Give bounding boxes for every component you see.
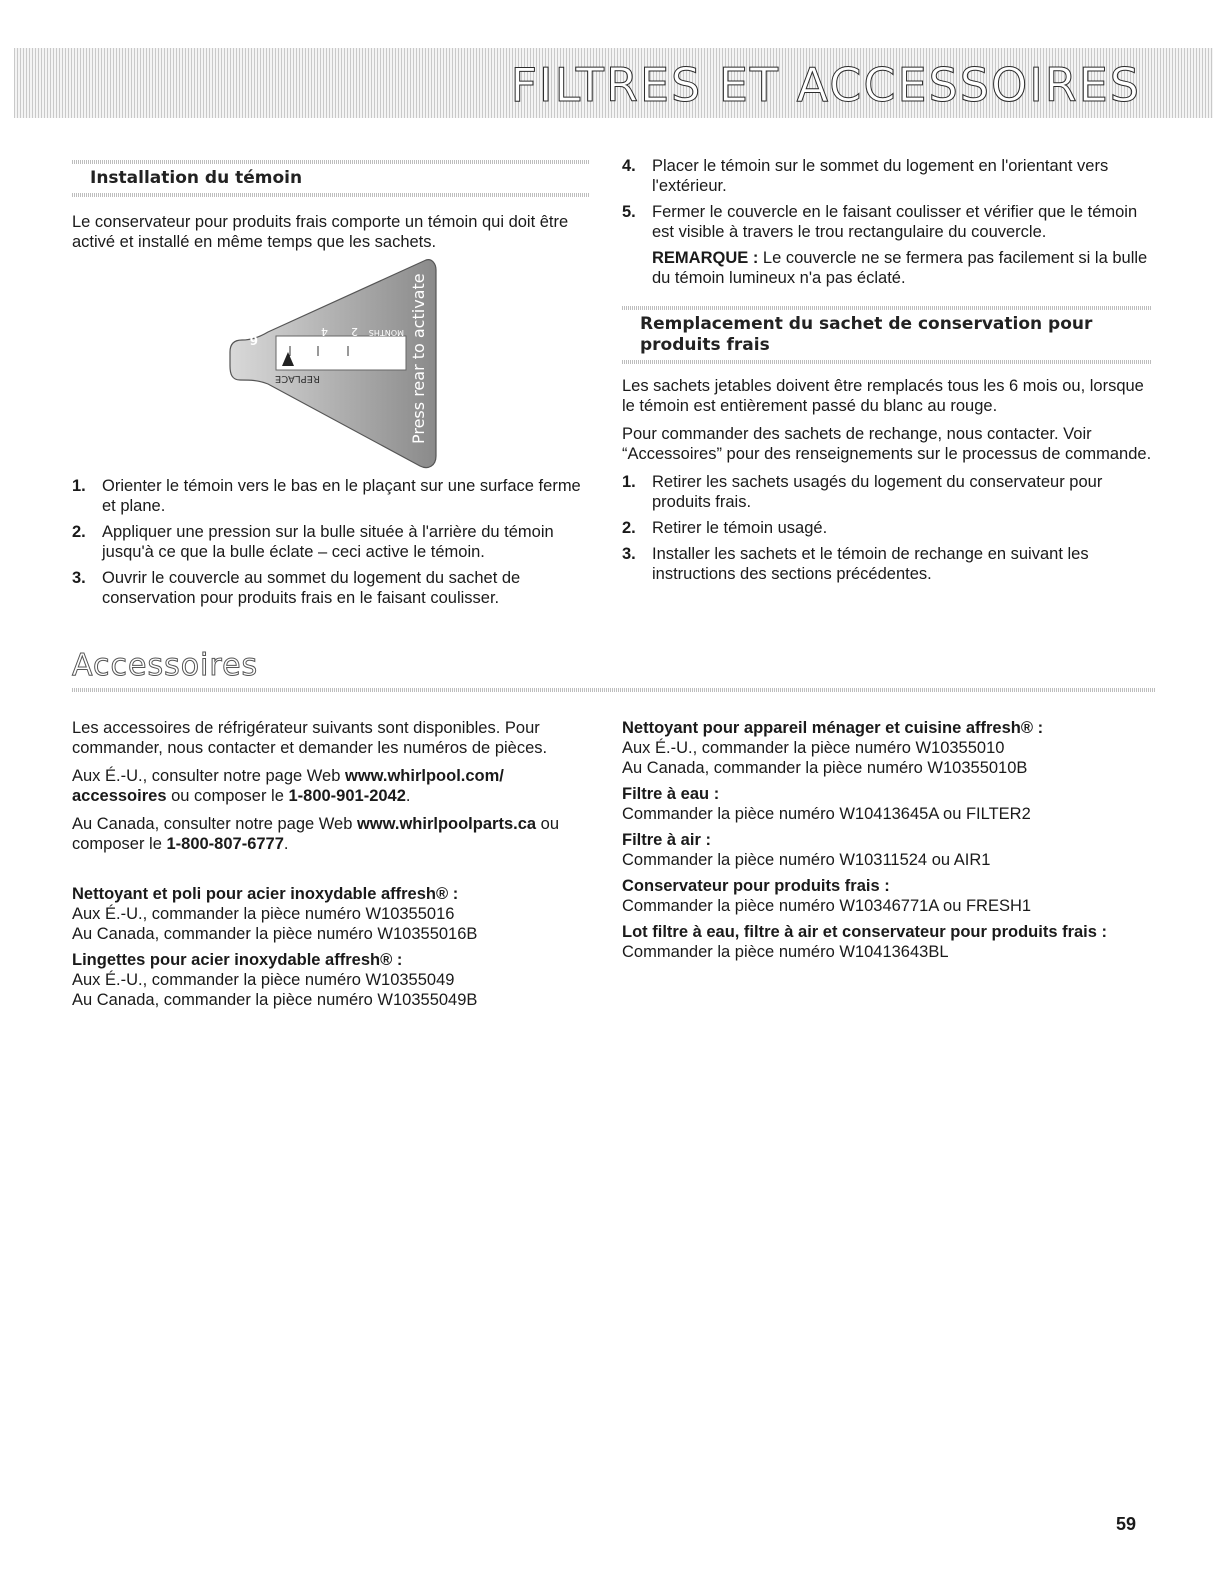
- list-item: 5. Fermer le couvercle en le faisant coulisser et vérifier que le témoin est visible à travers le trou rectangulaire du couvercle.: [622, 203, 1138, 241]
- indicator-icon: [228, 256, 444, 472]
- installation-intro-block: [72, 212, 592, 260]
- installation-intro: Le conservateur pour produits frais comporte un témoin qui doit être activé et installé en même temps que les sachets.: [72, 213, 569, 251]
- installation-steps-right: [622, 156, 1152, 296]
- accessories-canada: Au Canada, consulter notre page Web www.whirlpoolparts.ca ou composer le 1-800-807-6777.: [72, 815, 559, 853]
- page-title: FILTRES ET ACCESSOIRES: [510, 58, 1141, 112]
- press-rear-label: Press rear to activate: [409, 273, 428, 444]
- list-item: 2. Retirer le témoin usagé.: [622, 519, 828, 537]
- product-item: Lingettes pour acier inoxydable affresh® : Aux É.-U., commander la pièce numéro W10355049 Au Canada, commander la pièce numéro W10355049B: [72, 951, 478, 1009]
- replacement-body: [622, 376, 1152, 590]
- list-item: 4. Placer le témoin sur le sommet du logement en l'orientant vers l'extérieur.: [622, 157, 1109, 195]
- canada-website-link[interactable]: www.whirlpoolparts.ca: [356, 815, 537, 833]
- tick-label: 4: [321, 325, 328, 338]
- accessories-title: Accessoires: [72, 648, 259, 683]
- us-website-link[interactable]: www.whirlpool.com/ accessoires: [72, 767, 504, 805]
- installation-section-header: [72, 160, 590, 197]
- accessories-intro: Les accessoires de réfrigérateur suivants sont disponibles. Pour commander, nous contacter et demander les numéros de pièces.: [72, 719, 548, 757]
- product-item: Nettoyant pour appareil ménager et cuisine affresh® : Aux É.-U., commander la pièce numéro W10355010 Au Canada, commander la pièce numéro W10355010B: [622, 719, 1044, 777]
- product-item: Conservateur pour produits frais : Commander la pièce numéro W10346771A ou FRESH1: [622, 877, 1032, 915]
- indicator-illustration: [228, 256, 444, 472]
- canada-phone: 1-800-807-6777: [166, 835, 284, 853]
- replace-label: REPLACE: [274, 373, 320, 384]
- accessories-right: [622, 718, 1152, 968]
- installation-heading: Installation du témoin: [90, 168, 303, 188]
- installation-steps-left: [72, 476, 592, 614]
- replacement-section-header: [622, 306, 1152, 364]
- list-item: 3. Ouvrir le couvercle au sommet du logement du sachet de conservation pour produits frais en le faisant coulisser.: [72, 569, 521, 607]
- product-item: Filtre à air : Commander la pièce numéro W10311524 ou AIR1: [622, 831, 991, 869]
- list-item: 3. Installer les sachets et le témoin de rechange en suivant les instructions des sections précédentes.: [622, 545, 1089, 583]
- list-item: 1. Retirer les sachets usagés du logement du conservateur pour produits frais.: [622, 473, 1103, 511]
- tick-label: 2: [351, 325, 358, 338]
- replacement-para: Pour commander des sachets de rechange, nous contacter. Voir “Accessoires” pour des renseignements sur le processus de commande.: [622, 425, 1152, 463]
- divider: [72, 193, 590, 197]
- tick-label: 6: [249, 333, 258, 347]
- page-banner: [14, 48, 1213, 118]
- divider: [622, 360, 1152, 364]
- accessories-left: [72, 718, 592, 1016]
- months-label: MONTHS: [368, 328, 404, 337]
- list-item: 1. Orienter le témoin vers le bas en le plaçant sur une surface ferme et plane.: [72, 477, 581, 515]
- note-label: REMARQUE :: [652, 249, 759, 267]
- product-item: Nettoyant et poli pour acier inoxydable affresh® : Aux É.-U., commander la pièce numéro W10355016 Au Canada, commander la pièce numéro W10355016B: [72, 885, 478, 943]
- list-item: 2. Appliquer une pression sur la bulle située à l'arrière du témoin jusqu'à ce que la bulle éclate – ceci active le témoin.: [72, 523, 554, 561]
- divider: [72, 688, 1155, 692]
- accessories-us: Aux É.-U., consulter notre page Web www.whirlpool.com/ accessoires ou composer le 1-800-901-2042.: [72, 767, 504, 805]
- replacement-para: Les sachets jetables doivent être remplacés tous les 6 mois ou, lorsque le témoin est entièrement passé du blanc au rouge.: [622, 377, 1144, 415]
- note-text: Le couvercle ne se fermera pas facilement si la bulle du témoin lumineux n'a pas éclaté.: [652, 249, 1148, 287]
- page-number: 59: [1116, 1514, 1137, 1534]
- replacement-heading: Remplacement du sachet de conservation pour produits frais: [640, 314, 1093, 355]
- product-item: Lot filtre à eau, filtre à air et conservateur pour produits frais : Commander la pièce numéro W10413643BL: [622, 923, 1108, 961]
- installation-note: [622, 248, 1152, 288]
- product-item: Filtre à eau : Commander la pièce numéro W10413645A ou FILTER2: [622, 785, 1031, 823]
- us-phone: 1-800-901-2042: [288, 787, 406, 805]
